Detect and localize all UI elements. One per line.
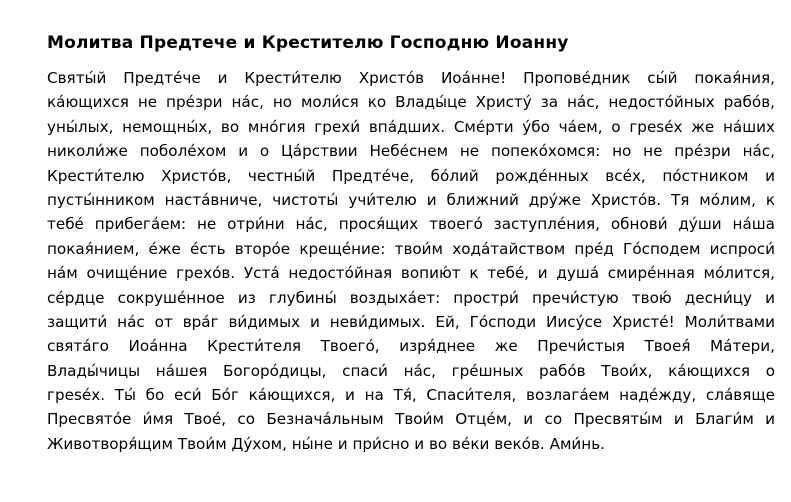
text-line: Влады́чицы на́шея Богоро́дицы, спаси́ на́с, гре́шных рабо́в Твои́х, ка́ющихся о	[47, 361, 775, 380]
prayer-title: Молитва Предтече и Крестителю Господню Иоанну	[47, 33, 569, 53]
text-line: Животворя́щим Твои́м Ду́хом, ны́не и при́сно и во ве́ки веко́в. Ами́нь.	[47, 434, 606, 453]
text-line: защити́ на́с от вра́г ви́димых и неви́димых. Ей, Го́споди Иису́се Христе́! Моли́твами	[47, 312, 775, 331]
text-line: покая́нием, е́же е́сть второ́е креще́ние: твои́м хода́тайством пре́д Го́сподем испроси́	[47, 239, 775, 258]
text-line: тебе́ прибега́ем: не отри́ни на́с, прося́щих твоего́ заступле́ния, обнови́ ду́ши на́ша	[47, 215, 775, 234]
text-line: ка́ющихся не пре́зри на́с, но моли́ся ко Влады́це Христу́ за на́с, недосто́йных рабо́в,	[47, 93, 775, 112]
text-line: се́рдце сокруше́нное из глубины́ воздыха́ет: простри́ пречи́стую твою́ десни́цу и	[47, 288, 775, 307]
text-line: Святы́й Предте́че и Крести́телю Христо́в Иоа́нне! Пропове́дник сы́й покая́ния,	[47, 69, 775, 87]
text-line: на́м очище́ние грехо́в. Уста́ недосто́йная вопию́т к тебе́, и душа́ смире́нная мо́лится,	[47, 264, 775, 283]
text-line: Крести́телю Христо́в, честны́й Предте́че, бо́лий рожде́нных все́х, по́стником и	[47, 166, 775, 185]
text-line: пусты́нником наста́вниче, чистоты́ учи́телю и ближний дру́же Христо́в. Тя мо́лим, к	[47, 190, 775, 209]
text-line: грeséх. Ты́ бо еси́ Бо́г ка́ющихся, и на Тя́, Спаси́теля, возлага́ем наде́жду, сла́вяще	[47, 386, 775, 405]
prayer-text	[47, 66, 775, 456]
text-line: уны́лых, немощны́х, во мно́гия грехи́ впа́дших. Сме́рти у́бо ча́ем, о грeséх же на́ших	[47, 117, 775, 136]
text-line: николи́же поболе́хом и о Ца́рствии Небе́снем не попеко́хомся: но не пре́зри на́с,	[47, 142, 775, 161]
text-line: свята́го Иоа́нна Крести́теля Твоего́, изря́днее же Пречи́стыя Твоея́ Ма́тери,	[47, 337, 775, 356]
text-line: Пресвято́е и́мя Твое́, со Безнача́льным Твои́м Отце́м, и со Пресвяты́м и Благи́м и	[47, 410, 775, 429]
